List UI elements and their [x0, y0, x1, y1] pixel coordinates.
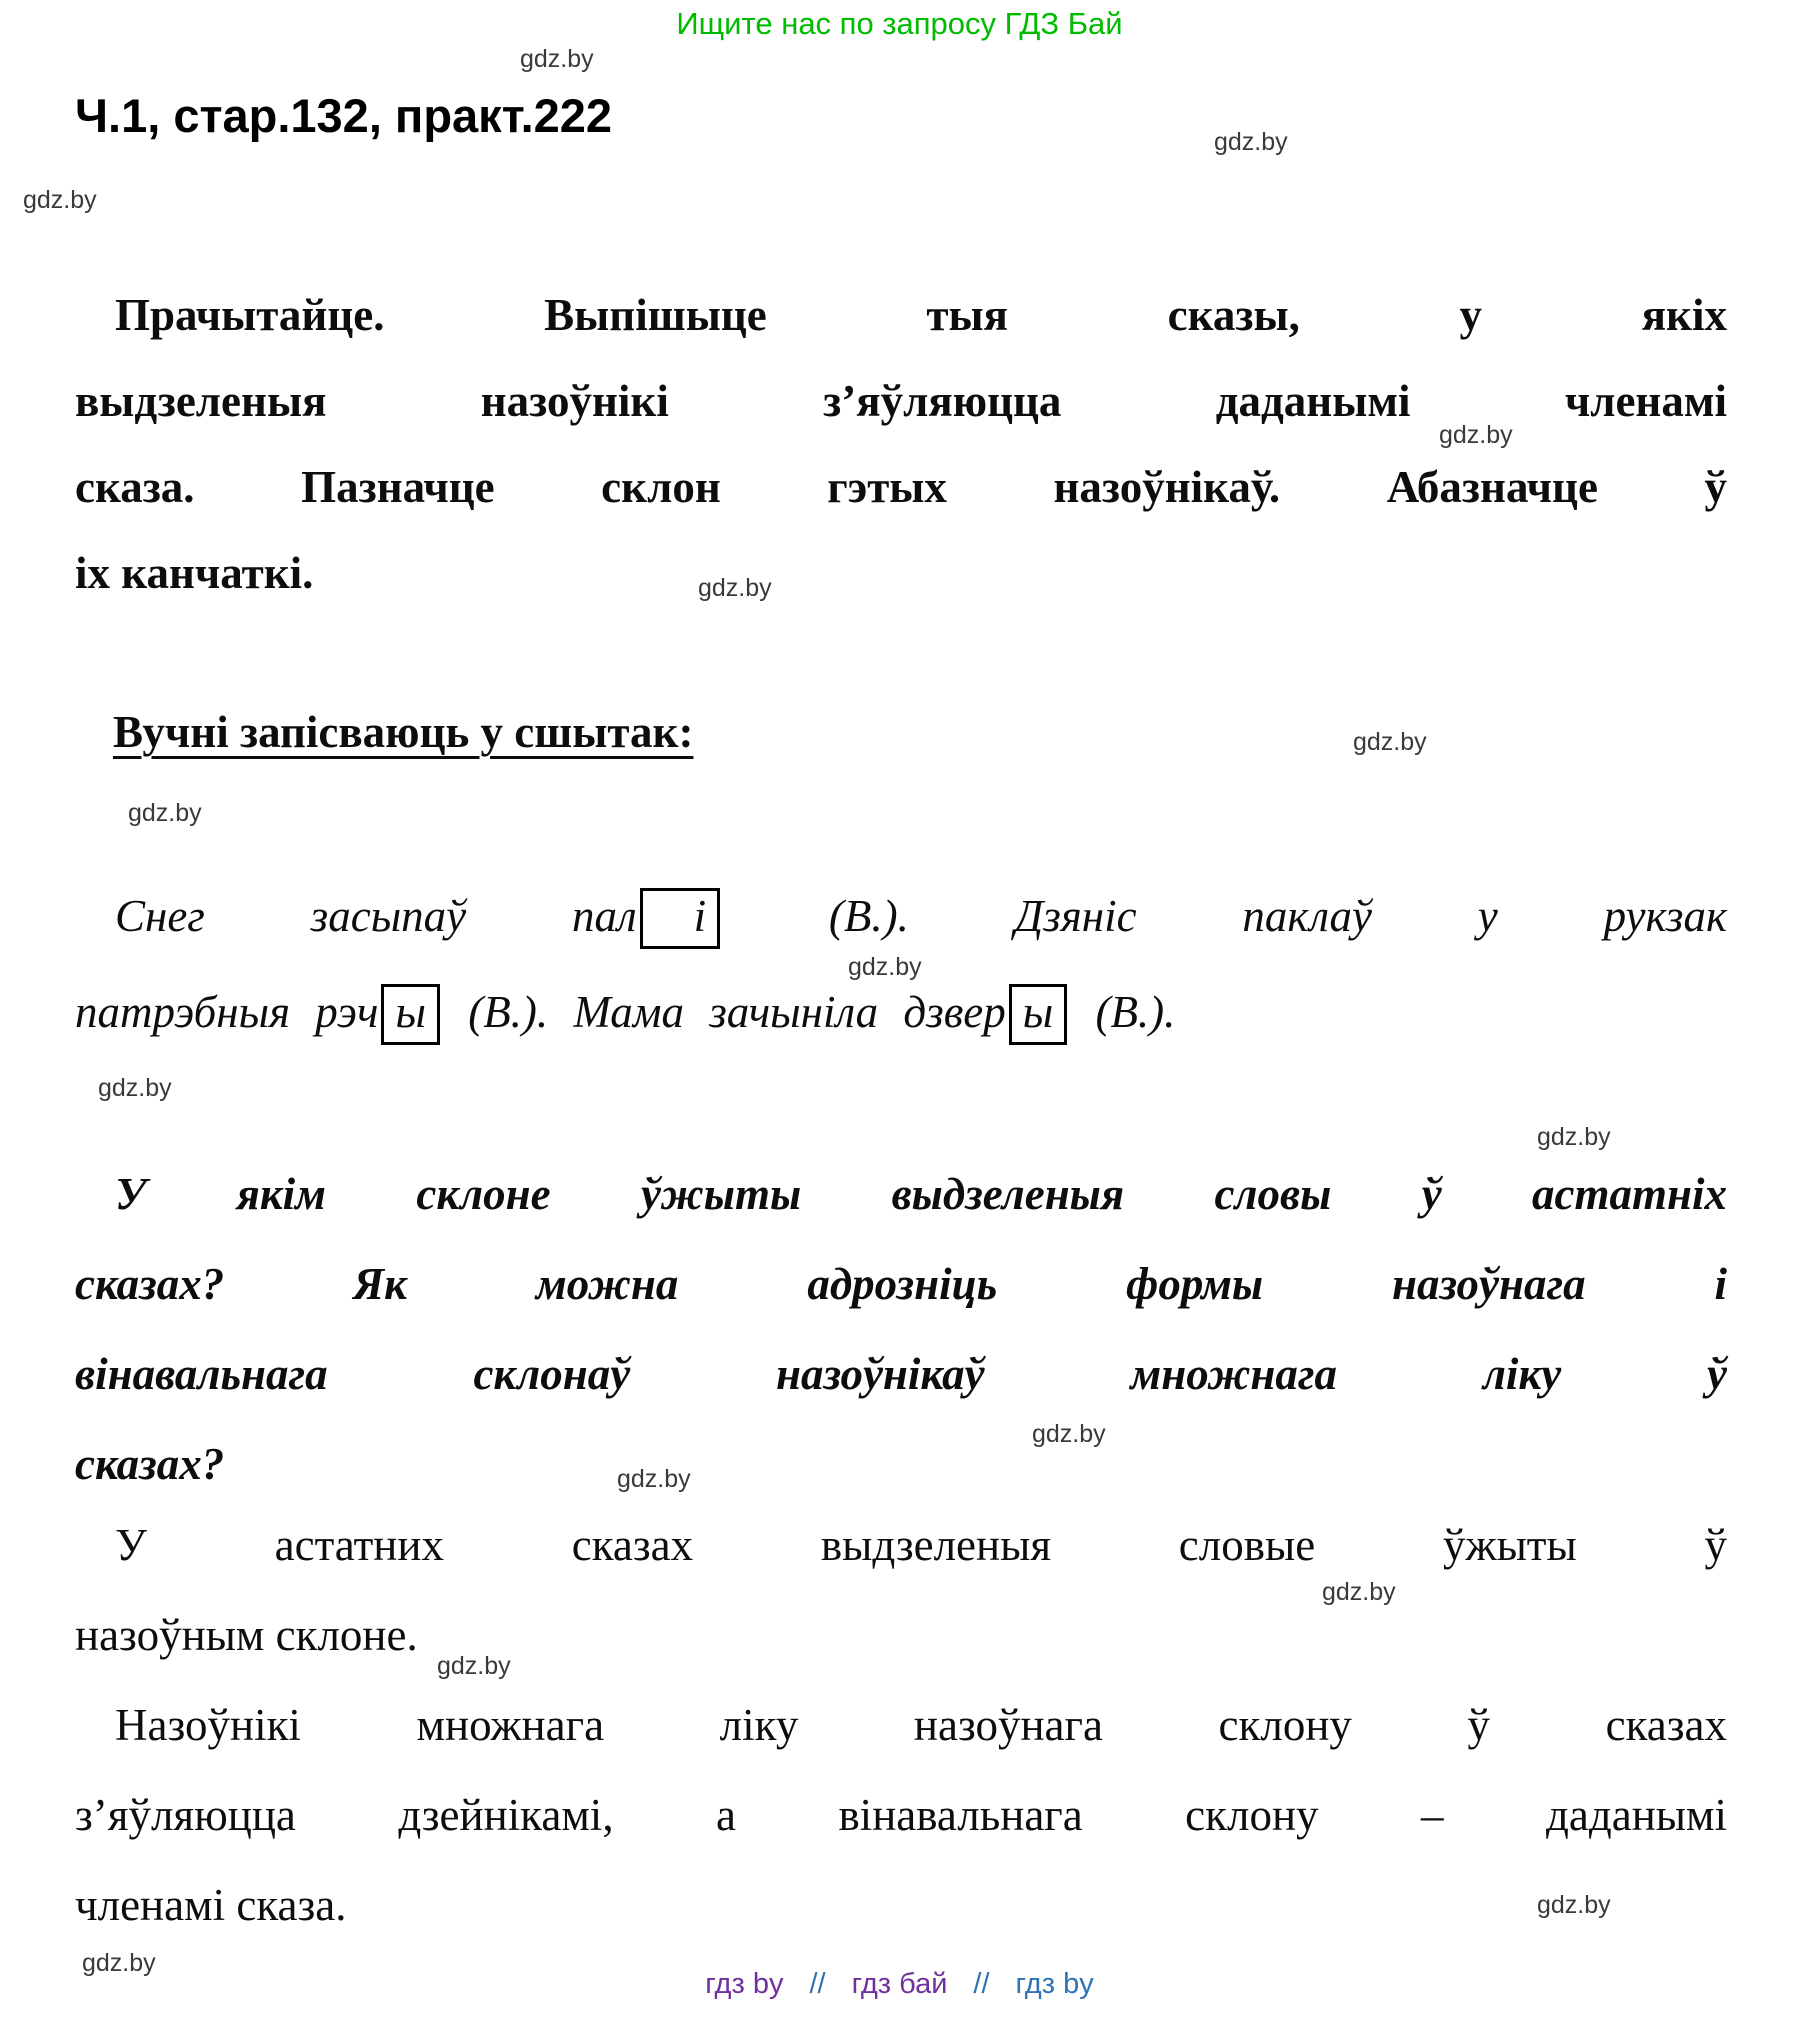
- task-line: выдзеленыя назоўнікі з’яўляюцца даданымі членамі: [75, 376, 1727, 426]
- footer-watermark: [0, 1968, 1799, 2001]
- answer-paragraph-1: [75, 1500, 1727, 1680]
- footer-part: гдз by: [705, 1968, 784, 2000]
- gdz-watermark: gdz.by: [98, 1074, 172, 1102]
- gdz-watermark: gdz.by: [1537, 1123, 1611, 1151]
- footer-separator: //: [809, 1968, 826, 2000]
- notebook-heading: Вучні запісваюць у сшытак:: [113, 707, 694, 757]
- sentence-line: патрэбныя рэч ы (В.). Мама зачыніла дзвер ы (В.).: [75, 964, 1727, 1060]
- boxed-ending: ы: [381, 984, 439, 1045]
- answer-line: У астатних сказах выдзеленыя словые ўжыты ў: [115, 1520, 1727, 1570]
- answer-line: з’яўляюцца дзейнікамі, а вінавальнага склону – даданымі: [75, 1790, 1727, 1840]
- answer-line: назоўным склоне.: [75, 1610, 418, 1660]
- page-title: Ч.1, стар.132, практ.222: [75, 89, 613, 142]
- answer-line: Назоўнікі множнага ліку назоўнага склону ў сказах: [115, 1700, 1727, 1750]
- gdz-watermark: gdz.by: [1032, 1420, 1106, 1448]
- answer-paragraph-2: [75, 1680, 1727, 1950]
- gdz-watermark: gdz.by: [1214, 128, 1288, 156]
- gdz-watermark: gdz.by: [1322, 1578, 1396, 1606]
- gdz-watermark: gdz.by: [128, 799, 202, 827]
- footer-part: гдз by: [1015, 1968, 1094, 2000]
- boxed-ending: ы: [1009, 984, 1067, 1045]
- question-line: сказах? Як можна адрозніць формы назоўнага і: [75, 1259, 1727, 1309]
- task-text: [75, 272, 1727, 616]
- boxed-ending: і: [640, 888, 721, 949]
- task-line: Прачытайце. Выпішыце тыя сказы, у якіх: [115, 290, 1727, 340]
- gdz-watermark: gdz.by: [1353, 728, 1427, 756]
- gdz-watermark: gdz.by: [617, 1465, 691, 1493]
- gdz-watermark: gdz.by: [848, 953, 922, 981]
- sentence-line: Снег засыпаў пал і (В.). Дзяніс паклаў у рукзак: [75, 868, 1727, 964]
- question-line: сказах?: [75, 1439, 225, 1489]
- gdz-watermark: gdz.by: [437, 1652, 511, 1680]
- gdz-watermark: gdz.by: [698, 574, 772, 602]
- question-line: вінавальнага склонаў назоўнікаў множнага ліку ў: [75, 1349, 1727, 1399]
- gdz-watermark: gdz.by: [520, 45, 594, 73]
- gdz-watermark: gdz.by: [82, 1949, 156, 1977]
- question-line: У якім склоне ўжыты выдзеленыя словы ў астатніх: [115, 1169, 1727, 1219]
- gdz-watermark: gdz.by: [1439, 421, 1513, 449]
- task-line: іх канчаткі.: [75, 548, 314, 598]
- notebook-sentences: [75, 868, 1727, 1060]
- questions-text: [75, 1149, 1727, 1509]
- promo-header: Ищите нас по запросу ГДЗ Бай: [676, 6, 1123, 41]
- gdz-watermark: gdz.by: [1537, 1891, 1611, 1919]
- answer-line: членамі сказа.: [75, 1880, 347, 1930]
- footer-separator: //: [973, 1968, 990, 2000]
- footer-part: гдз бай: [851, 1968, 948, 2000]
- gdz-watermark: gdz.by: [23, 186, 97, 214]
- task-line: сказа. Пазначце склон гэтых назоўнікаў. Абазначце ў: [75, 462, 1727, 512]
